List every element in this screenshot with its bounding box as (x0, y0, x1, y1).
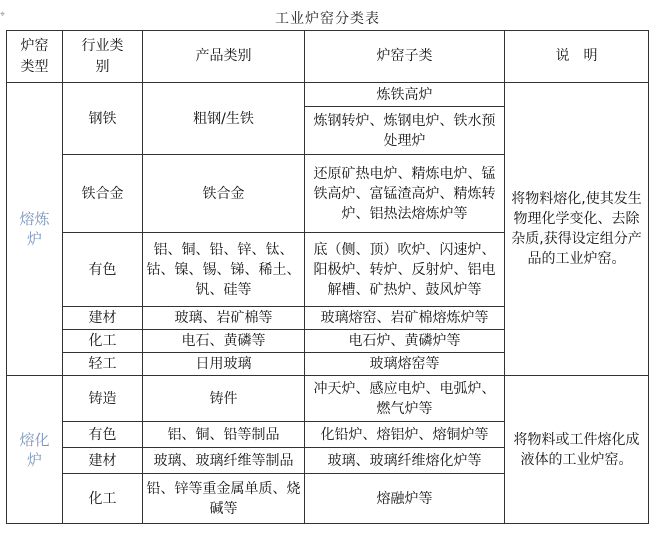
product-cell: 铅、锌等重金属单质、烧碱等 (143, 474, 305, 524)
industry-cell: 化工 (63, 474, 143, 524)
subtype-cell: 化铅炉、熔铝炉、熔铜炉等 (305, 422, 505, 448)
header-industry (63, 31, 143, 83)
product-cell: 玻璃、岩矿棉等 (143, 307, 305, 330)
table-anchor-icon[interactable]: ⌖ (0, 10, 6, 20)
subtype-cell: 玻璃、玻璃纤维熔化炉等 (305, 448, 505, 474)
industry-cell: 铁合金 (63, 155, 143, 233)
industry-cell: 有色 (63, 233, 143, 307)
table-row (7, 376, 649, 422)
subtype-cell: 炼铁高炉 (305, 83, 505, 107)
product-cell: 日用玻璃 (143, 353, 305, 376)
industry-cell: 建材 (63, 307, 143, 330)
subtype-cell: 熔融炉等 (305, 474, 505, 524)
header-kiln-type (7, 31, 63, 83)
product-cell: 电石、黄磷等 (143, 330, 305, 353)
product-cell: 铝、铜、铅等制品 (143, 422, 305, 448)
header-industry-line2: 别 (95, 58, 110, 75)
category-melting-line2: 炉 (26, 450, 42, 469)
header-row (7, 31, 649, 83)
category-smelting (7, 83, 63, 376)
header-kiln-type-line1: 炉窑 (20, 37, 49, 54)
subtype-cell: 冲天炉、感应电炉、电弧炉、燃气炉等 (305, 376, 505, 422)
industry-cell: 化工 (63, 330, 143, 353)
subtype-cell: 电石炉、黄磷炉等 (305, 330, 505, 353)
industry-cell: 铸造 (63, 376, 143, 422)
subtype-cell: 还原矿热电炉、精炼电炉、锰铁高炉、富锰渣高炉、精炼转炉、铝热法熔炼炉等 (305, 155, 505, 233)
subtype-cell: 底（侧、顶）吹炉、闪速炉、阳极炉、转炉、反射炉、铝电解槽、矿热炉、鼓风炉等 (305, 233, 505, 307)
category-melting (7, 376, 63, 524)
product-cell: 铸件 (143, 376, 305, 422)
subtype-cell: 玻璃熔窑、岩矿棉熔炼炉等 (305, 307, 505, 330)
table-row (7, 83, 649, 107)
header-industry-line1: 行业类 (81, 37, 124, 54)
subtype-cell: 炼钢转炉、炼钢电炉、铁水预处理炉 (305, 107, 505, 155)
header-product: 产品类别 (143, 31, 305, 83)
header-kiln-type-line2: 类型 (20, 58, 49, 75)
industry-cell: 钢铁 (63, 83, 143, 155)
product-cell: 铁合金 (143, 155, 305, 233)
kiln-classification-table (6, 30, 649, 524)
product-cell: 粗钢/生铁 (143, 83, 305, 155)
industry-cell: 建材 (63, 448, 143, 474)
category-smelting-line1: 熔炼 (19, 210, 50, 228)
category-melting-line1: 熔化 (19, 430, 50, 449)
note-smelting: 将物料熔化,使其发生物理化学变化、去除杂质,获得设定组分产品的工业炉窑。 (505, 83, 649, 376)
header-subtype: 炉窑子类 (305, 31, 505, 83)
product-cell: 玻璃、玻璃纤维等制品 (143, 448, 305, 474)
subtype-cell: 玻璃熔窑等 (305, 353, 505, 376)
note-melting: 将物料或工件熔化成液体的工业炉窑。 (505, 376, 649, 524)
category-smelting-line2: 炉 (26, 230, 42, 248)
header-note: 说 明 (505, 31, 649, 83)
table-title: 工业炉窑分类表 (275, 11, 380, 27)
product-cell: 铝、铜、铅、锌、钛、钴、镍、锡、锑、稀土、钒、硅等 (143, 233, 305, 307)
industry-cell: 轻工 (63, 353, 143, 376)
industry-cell: 有色 (63, 422, 143, 448)
